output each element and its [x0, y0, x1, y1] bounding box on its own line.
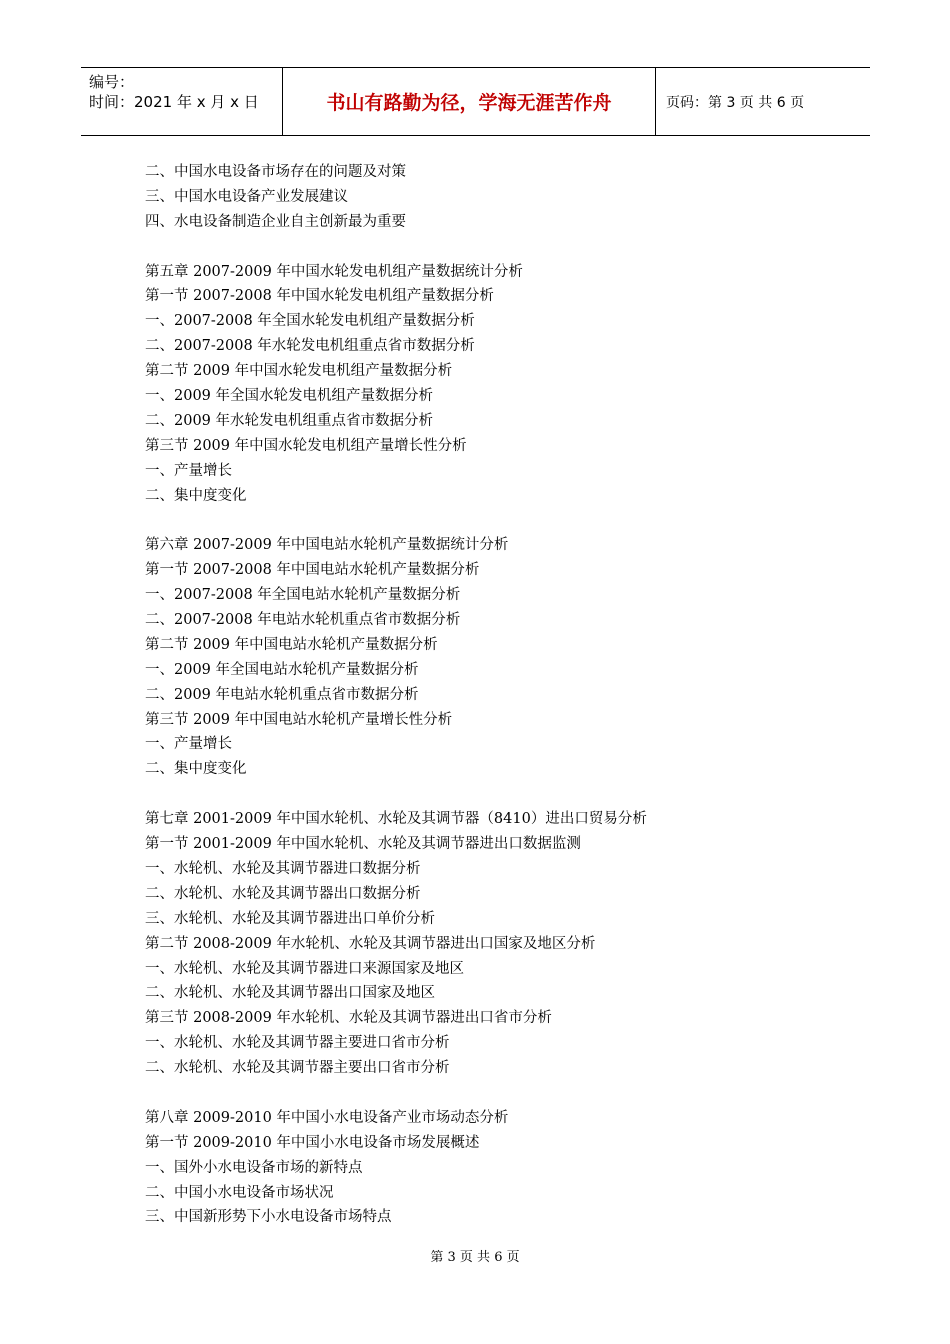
toc-line: 二、水轮机、水轮及其调节器主要出口省市分析 — [145, 1060, 450, 1077]
page-header — [81, 67, 870, 136]
blank-line — [145, 1081, 785, 1106]
toc-line: 二、集中度变化 — [145, 487, 247, 504]
toc-line: 一、国外小水电设备市场的新特点 — [145, 1159, 363, 1176]
toc-line: 第六章 2007-2009 年中国电站水轮机产量数据统计分析 — [145, 537, 509, 554]
toc-line: 一、水轮机、水轮及其调节器进口数据分析 — [145, 860, 421, 877]
toc-line: 第二节 2009 年中国电站水轮机产量数据分析 — [145, 636, 438, 653]
toc-line: 三、水轮机、水轮及其调节器进出口单价分析 — [145, 910, 435, 927]
toc-line: 第八章 2009-2010 年中国小水电设备产业市场动态分析 — [145, 1109, 509, 1126]
toc-line: 第七章 2001-2009 年中国水轮机、水轮及其调节器（8410）进出口贸易分析 — [145, 811, 647, 828]
toc-line: 四、水电设备制造企业自主创新最为重要 — [145, 213, 406, 230]
header-left-cell — [81, 68, 282, 135]
toc-line: 第二节 2008-2009 年水轮机、水轮及其调节器进出口国家及地区分析 — [145, 935, 596, 952]
toc-line: 第三节 2009 年中国电站水轮机产量增长性分析 — [145, 711, 453, 728]
toc-content — [145, 160, 785, 1230]
toc-line: 一、水轮机、水轮及其调节器进口来源国家及地区 — [145, 960, 464, 977]
toc-line: 一、水轮机、水轮及其调节器主要进口省市分析 — [145, 1035, 450, 1052]
toc-line: 第二节 2009 年中国水轮发电机组产量数据分析 — [145, 363, 453, 380]
toc-line: 二、中国小水电设备市场状况 — [145, 1184, 334, 1201]
toc-line: 二、2009 年水轮发电机组重点省市数据分析 — [145, 412, 434, 429]
time-text: 时间：2021 年 x 月 x 日 — [89, 93, 259, 111]
page-footer — [0, 1246, 950, 1265]
toc-line: 二、水轮机、水轮及其调节器出口数据分析 — [145, 885, 421, 902]
header-page-cell — [656, 68, 870, 135]
blank-line — [145, 235, 785, 260]
toc-line: 一、产量增长 — [145, 736, 232, 753]
toc-line: 一、2009 年全国水轮发电机组产量数据分析 — [145, 388, 434, 405]
toc-line: 第三节 2009 年中国水轮发电机组产量增长性分析 — [145, 437, 467, 454]
toc-line: 一、2007-2008 年全国水轮发电机组产量数据分析 — [145, 313, 475, 330]
toc-line: 三、中国水电设备产业发展建议 — [145, 188, 348, 205]
toc-line: 第一节 2007-2008 年中国电站水轮机产量数据分析 — [145, 562, 480, 579]
toc-line: 第三节 2008-2009 年水轮机、水轮及其调节器进出口省市分析 — [145, 1010, 552, 1027]
page-number-text: 页码：第 3 页 共 6 页 — [666, 94, 805, 111]
toc-line: 第一节 2007-2008 年中国水轮发电机组产量数据分析 — [145, 288, 494, 305]
toc-line: 二、2007-2008 年电站水轮机重点省市数据分析 — [145, 612, 461, 629]
toc-line: 二、水轮机、水轮及其调节器出口国家及地区 — [145, 985, 435, 1002]
blank-line — [145, 508, 785, 533]
toc-line: 第五章 2007-2009 年中国水轮发电机组产量数据统计分析 — [145, 263, 523, 280]
toc-line: 二、2007-2008 年水轮发电机组重点省市数据分析 — [145, 338, 475, 355]
number-label: 编号： — [89, 73, 135, 91]
toc-line: 二、中国水电设备市场存在的问题及对策 — [145, 164, 406, 180]
toc-line: 第一节 2009-2010 年中国小水电设备市场发展概述 — [145, 1134, 480, 1151]
toc-line: 第一节 2001-2009 年中国水轮机、水轮及其调节器进出口数据监测 — [145, 836, 581, 853]
blank-line — [145, 782, 785, 807]
header-motto-cell — [282, 68, 656, 135]
toc-line: 二、2009 年电站水轮机重点省市数据分析 — [145, 686, 419, 703]
toc-line: 一、产量增长 — [145, 462, 232, 479]
toc-line: 二、集中度变化 — [145, 761, 247, 778]
toc-line: 一、2009 年全国电站水轮机产量数据分析 — [145, 661, 419, 678]
toc-line: 一、2007-2008 年全国电站水轮机产量数据分析 — [145, 587, 461, 604]
footer-page-text: 第 3 页 共 6 页 — [430, 1250, 520, 1265]
toc-line: 三、中国新形势下小水电设备市场特点 — [145, 1209, 392, 1226]
motto-text: 书山有路勤为径，学海无涯苦作舟 — [326, 92, 612, 114]
